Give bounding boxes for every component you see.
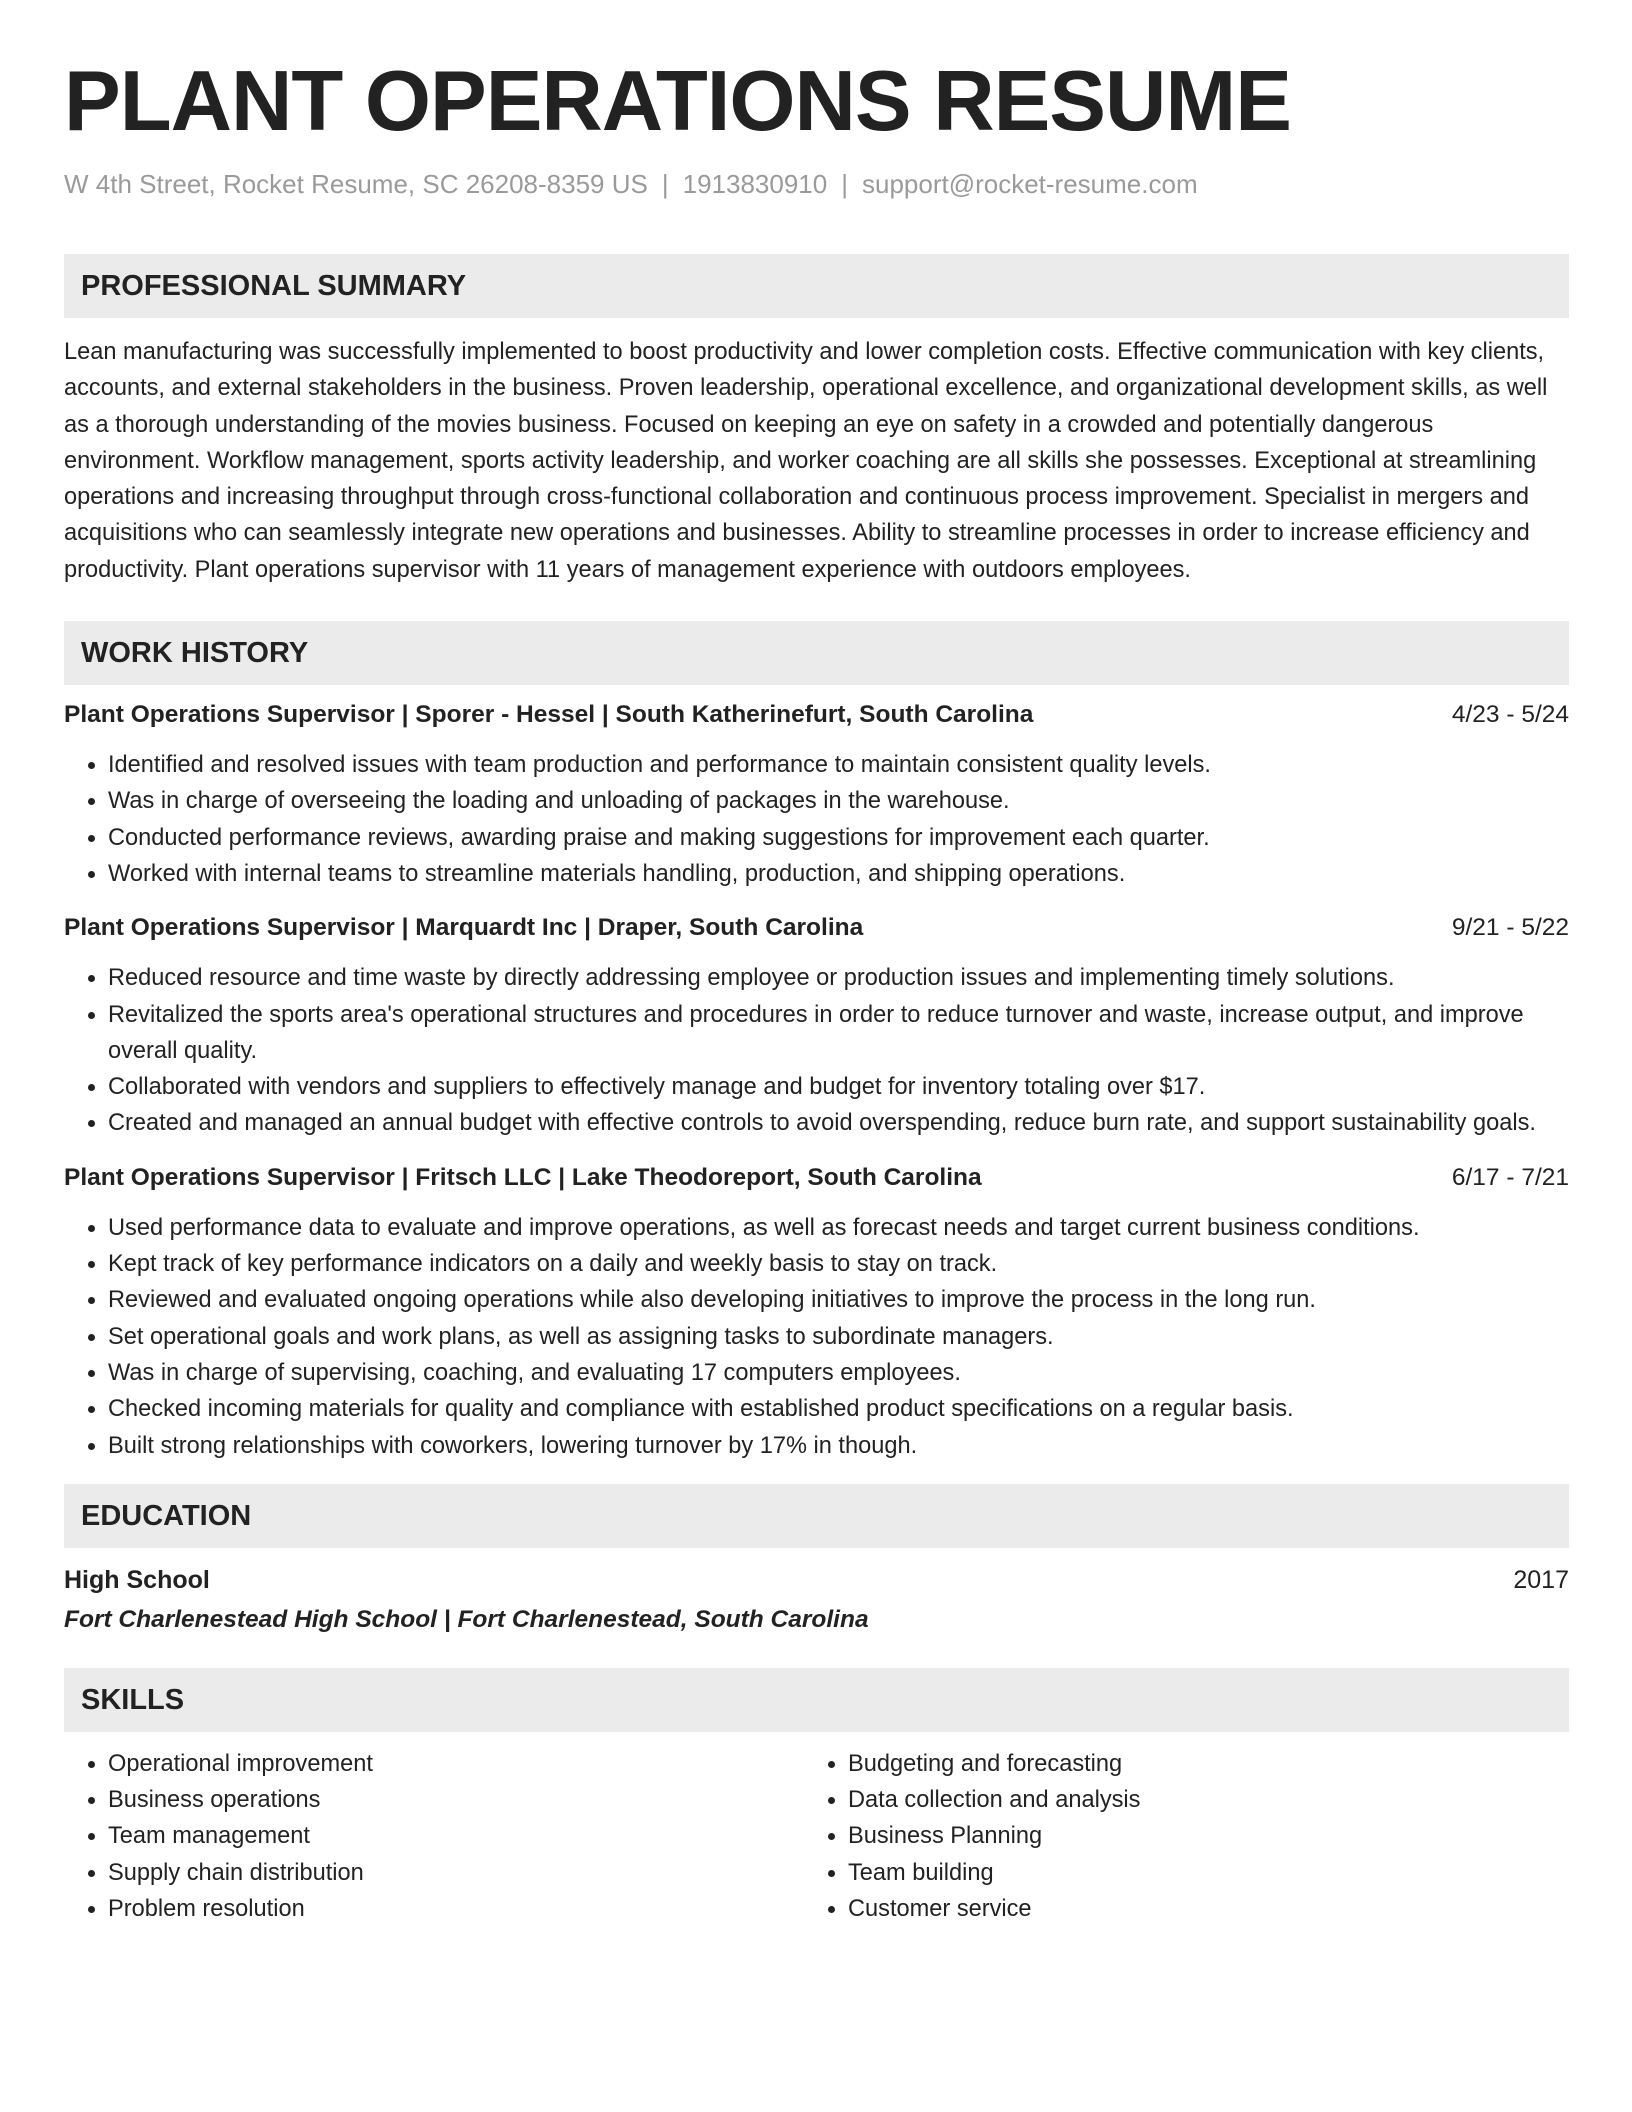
job-bullet: • Worked with internal teams to streamline materials handling, production, and shipping operations. bbox=[108, 856, 1569, 892]
skills-section bbox=[64, 1668, 1569, 1927]
job-dates: 6/17 - 7/21 bbox=[1451, 1163, 1569, 1191]
job-bullet: • Was in charge of overseeing the loading and unloading of packages in the warehouse. bbox=[108, 783, 1569, 819]
contact-separator: | bbox=[841, 169, 848, 199]
job-entry bbox=[64, 697, 1569, 892]
job-bullets bbox=[64, 1210, 1569, 1464]
job-entry bbox=[64, 910, 1569, 1141]
contact-line bbox=[64, 166, 1569, 202]
job-dates: 4/23 - 5/24 bbox=[1451, 701, 1569, 729]
job-title: Plant Operations Supervisor | Sporer - Hessel | South Katherinefurt, South Carolina bbox=[64, 701, 1034, 729]
skills-grid bbox=[64, 1746, 1569, 1927]
job-bullet: • Built strong relationships with coworkers, lowering turnover by 17% in though. bbox=[108, 1428, 1569, 1464]
skills-column-2 bbox=[804, 1746, 1564, 1927]
job-dates: 9/21 - 5/22 bbox=[1451, 914, 1569, 942]
education-school: Fort Charlenestead High School | Fort Charlenestead, South Carolina bbox=[64, 1605, 869, 1633]
job-bullet: • Reduced resource and time waste by directly addressing employee or production issues and implementing timely solutions. bbox=[108, 960, 1569, 996]
contact-separator: | bbox=[661, 169, 669, 199]
job-bullet: • Identified and resolved issues with team production and performance to maintain consistent quality levels. bbox=[108, 747, 1569, 783]
section-heading-skills: SKILLS bbox=[64, 1668, 1569, 1732]
skill-item: • Team building bbox=[848, 1855, 1564, 1891]
skill-item: • Budgeting and forecasting bbox=[848, 1746, 1564, 1782]
section-heading-work: WORK HISTORY bbox=[64, 621, 1569, 685]
job-bullet: • Collaborated with vendors and suppliers to effectively manage and budget for inventory totaling over $17. bbox=[108, 1069, 1569, 1105]
work-history-section bbox=[64, 621, 1569, 1464]
job-header bbox=[64, 697, 1569, 733]
education-degree: High School bbox=[64, 1565, 210, 1594]
education-section bbox=[64, 1484, 1569, 1638]
summary-text: Lean manufacturing was successfully implemented to boost productivity and lower completion costs. Effective communication with key clients, accounts, and external stakeholders in the business. Proven leadership, operational excellence, and organizational development skills, as well as a thorough understanding of the movies business. Focused on keeping an eye on safety in a crowded and potentially dangerous environment. Workflow management, sports activity leadership, and worker coaching are all skills she possesses. Exceptional at streamlining operations and increasing throughput through cross-functional collaboration and continuous process improvement. Specialist in mergers and acquisitions who can seamlessly integrate new operations and businesses. Ability to streamline processes in order to increase efficiency and productivity. Plant operations supervisor with 11 years of management experience with outdoors employees. bbox=[64, 339, 1548, 583]
contact-address: W 4th Street, Rocket Resume, SC 26208-8359 US bbox=[64, 169, 648, 199]
job-bullet: • Kept track of key performance indicators on a daily and weekly basis to stay on track. bbox=[108, 1246, 1569, 1282]
skill-item: • Operational improvement bbox=[108, 1746, 804, 1782]
job-entry bbox=[64, 1160, 1569, 1464]
skill-item: • Team management bbox=[108, 1818, 804, 1854]
job-bullet: • Conducted performance reviews, awarding praise and making suggestions for improvement each quarter. bbox=[108, 820, 1569, 856]
section-heading-summary: PROFESSIONAL SUMMARY bbox=[64, 254, 1569, 318]
job-bullet: • Checked incoming materials for quality and compliance with established product specifications on a regular basis. bbox=[108, 1391, 1569, 1427]
education-year: 2017 bbox=[1513, 1565, 1569, 1594]
skill-item: • Data collection and analysis bbox=[848, 1782, 1564, 1818]
skills-column-1 bbox=[64, 1746, 804, 1927]
skill-item: • Problem resolution bbox=[108, 1891, 804, 1927]
job-bullet: • Was in charge of supervising, coaching, and evaluating 17 computers employees. bbox=[108, 1355, 1569, 1391]
job-bullet: • Used performance data to evaluate and improve operations, as well as forecast needs and target current business conditions. bbox=[108, 1210, 1569, 1246]
job-header bbox=[64, 1160, 1569, 1196]
contact-phone: 1913830910 bbox=[682, 169, 828, 199]
section-heading-education: EDUCATION bbox=[64, 1484, 1569, 1548]
job-bullet: • Created and managed an annual budget with effective controls to avoid overspending, reduce burn rate, and support sustainability goals. bbox=[108, 1105, 1569, 1141]
job-bullet: • Revitalized the sports area's operational structures and procedures in order to reduce turnover and waste, increase output, and improve overall quality. bbox=[108, 997, 1569, 1070]
contact-email: support@rocket-resume.com bbox=[861, 169, 1198, 199]
skill-item: • Customer service bbox=[848, 1891, 1564, 1927]
job-bullets bbox=[64, 960, 1569, 1141]
job-title: Plant Operations Supervisor | Marquardt Inc | Draper, South Carolina bbox=[64, 914, 864, 942]
job-bullet: • Reviewed and evaluated ongoing operations while also developing initiatives to improve the process in the long run. bbox=[108, 1282, 1569, 1318]
professional-summary-section bbox=[64, 254, 1569, 588]
job-title: Plant Operations Supervisor | Fritsch LLC | Lake Theodoreport, South Carolina bbox=[64, 1163, 982, 1191]
skill-item: • Business Planning bbox=[848, 1818, 1564, 1854]
job-bullet: • Set operational goals and work plans, as well as assigning tasks to subordinate managers. bbox=[108, 1319, 1569, 1355]
job-header bbox=[64, 910, 1569, 946]
education-header bbox=[64, 1562, 1569, 1598]
skill-item: • Business operations bbox=[108, 1782, 804, 1818]
resume-title: PLANT OPERATIONS RESUME bbox=[64, 54, 1291, 149]
skill-item: • Supply chain distribution bbox=[108, 1855, 804, 1891]
job-bullets bbox=[64, 747, 1569, 892]
